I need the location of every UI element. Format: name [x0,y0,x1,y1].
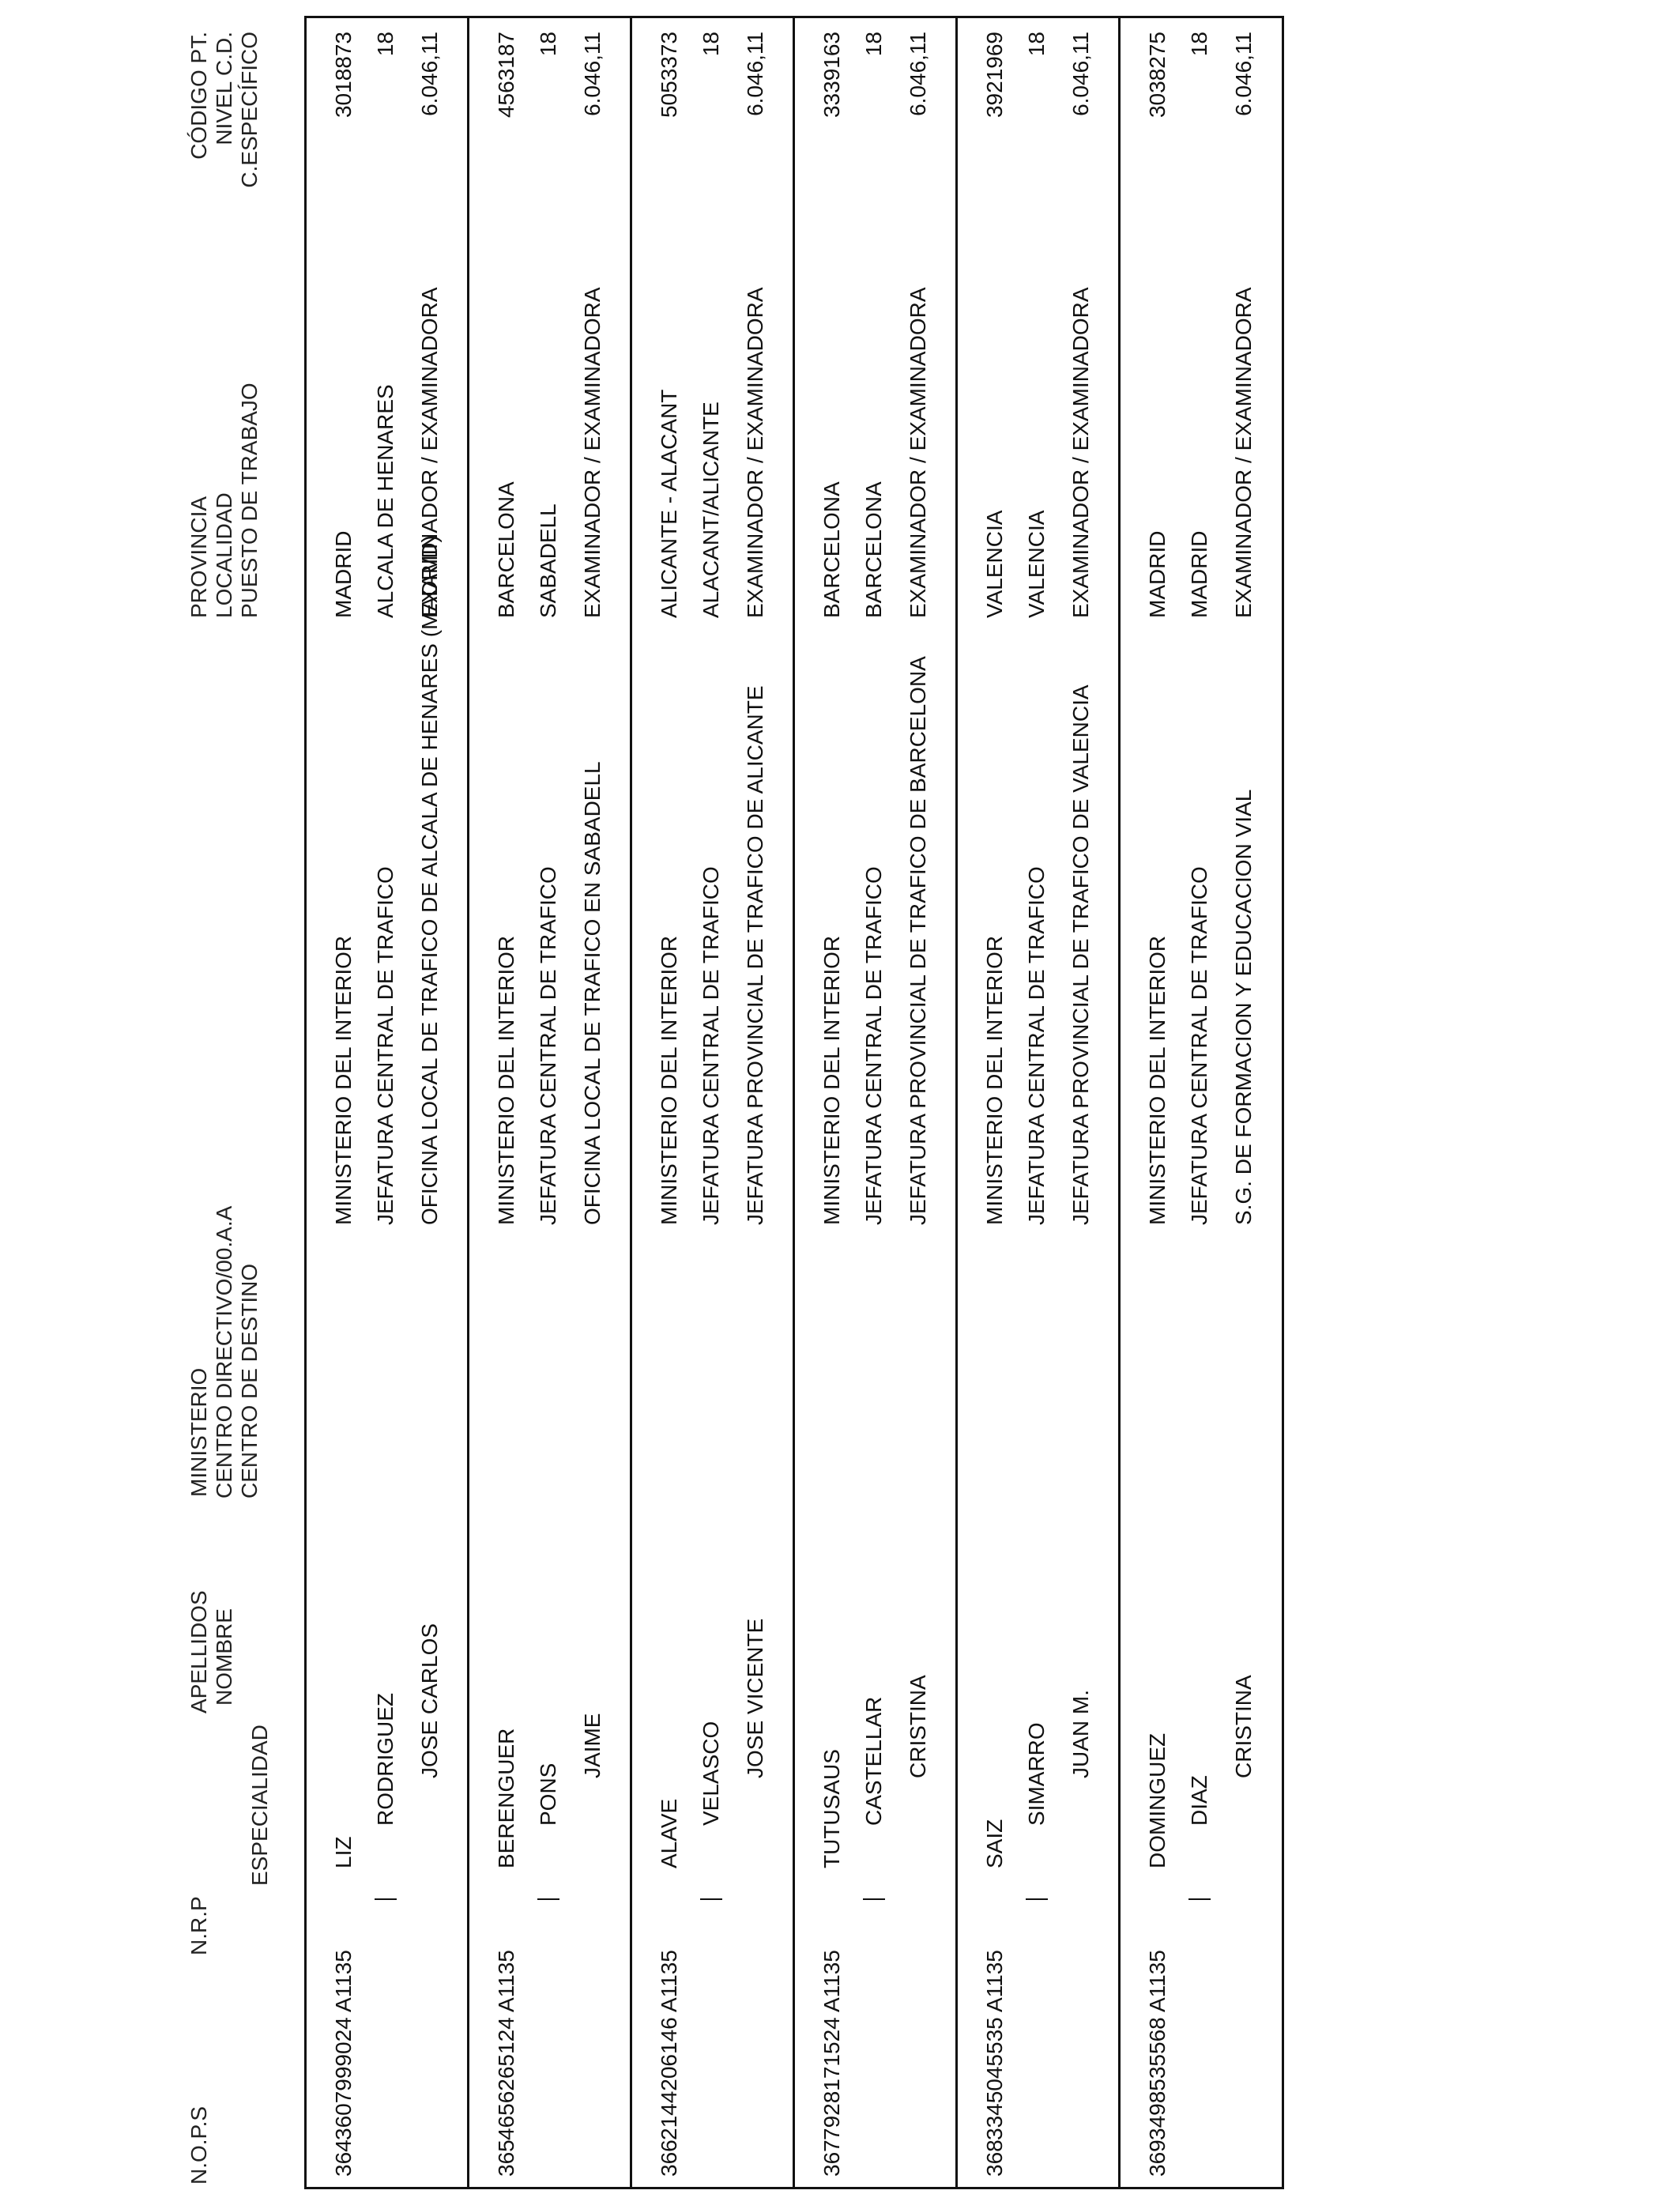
codigo-cell: 3038275 [1145,32,1170,119]
especifico-cell: 6.046,11 [1068,32,1093,116]
centro-directivo-cell: JEFATURA CENTRAL DE TRAFICO [861,866,886,1225]
nivel-cell: 18 [536,32,560,57]
header-nrp: N.R.P [186,1896,211,1955]
apellido2-cell: DIAZ [1187,1775,1211,1826]
puesto-cell: EXAMINADOR / EXAMINADORA [417,287,442,618]
provincia-cell: VALENCIA [982,510,1007,618]
especialidad-mark [863,1898,885,1900]
apellido2-cell: SIMARRO [1024,1722,1049,1826]
especifico-cell: 6.046,11 [906,32,930,116]
header-especifico: C.ESPECÍFICO [237,32,262,188]
especialidad-mark [1026,1898,1048,1900]
centro-destino-cell: OFICINA LOCAL DE TRAFICO EN SABADELL [580,761,605,1225]
apellido2-cell: RODRIGUEZ [373,1693,397,1826]
centro-directivo-cell: JEFATURA CENTRAL DE TRAFICO [1187,866,1211,1225]
centro-directivo-cell: JEFATURA CENTRAL DE TRAFICO [699,866,723,1225]
localidad-cell: SABADELL [536,503,560,618]
codigo-cell: 5053373 [657,32,681,119]
row-separator [955,16,958,2189]
row-separator [467,16,469,2189]
apellido1-cell: DOMINGUEZ [1145,1732,1170,1868]
ministerio-cell: MINISTERIO DEL INTERIOR [331,935,356,1225]
header-centro-destino: CENTRO DE DESTINO [237,1263,262,1498]
especialidad-mark [375,1898,397,1900]
nombre-cell: CRISTINA [1231,1675,1256,1778]
header-localidad: LOCALIDAD [212,492,236,618]
header-codigo: CÓDIGO PT. [186,32,211,160]
nivel-cell: 18 [861,32,886,57]
nops-cell: 369 [1145,2139,1170,2177]
centro-destino-cell: S.G. DE FORMACION Y EDUCACION VIAL [1231,789,1256,1225]
nombre-cell: JAIME [580,1713,605,1778]
apellido1-cell: LIZ [331,1836,356,1868]
apellido2-cell: CASTELLAR [861,1696,886,1826]
nops-cell: 366 [657,2139,681,2177]
codigo-cell: 3018873 [331,32,356,119]
header-ministerio: MINISTERIO [186,1367,211,1497]
provincia-cell: ALICANTE - ALACANT [657,389,681,618]
codigo-cell: 3339163 [819,32,844,119]
especialidad-mark [537,1898,559,1900]
apellido2-cell: PONS [536,1762,560,1826]
header-nombre: NOMBRE [212,1608,236,1706]
especifico-cell: 6.046,11 [743,32,767,116]
provincia-cell: BARCELONA [494,481,518,618]
header-puesto: PUESTO DE TRABAJO [237,383,262,618]
especifico-cell: 6.046,11 [580,32,605,116]
nrp-cell: 3498535568 A1135 [1145,1950,1170,2140]
apellido2-cell: VELASCO [699,1721,723,1826]
row-separator [1118,16,1121,2189]
row-separator [630,16,632,2189]
nivel-cell: 18 [699,32,723,57]
ministerio-cell: MINISTERIO DEL INTERIOR [982,935,1007,1225]
header-nivel: NIVEL C.D. [212,32,236,145]
nrp-cell: 3345045535 A1135 [982,1950,1007,2140]
apellido1-cell: TUTUSAUS [819,1749,844,1868]
nrp-cell: 4656265124 A1135 [494,1950,518,2140]
centro-destino-cell: JEFATURA PROVINCIAL DE TRAFICO DE VALENCIA [1068,684,1093,1225]
header-especialidad: ESPECIALIDAD [247,1725,272,1886]
localidad-cell: ALACANT/ALICANTE [699,401,723,618]
apellido1-cell: BERENGUER [494,1728,518,1868]
puesto-cell: EXAMINADOR / EXAMINADORA [1231,287,1256,618]
puesto-cell: EXAMINADOR / EXAMINADORA [743,287,767,618]
ministerio-cell: MINISTERIO DEL INTERIOR [657,935,681,1225]
provincia-cell: BARCELONA [819,481,844,618]
apellido1-cell: SAIZ [982,1819,1007,1868]
header-provincia: PROVINCIA [186,496,211,618]
ministerio-cell: MINISTERIO DEL INTERIOR [494,935,518,1225]
especifico-cell: 6.046,11 [417,32,442,116]
codigo-cell: 3921969 [982,32,1007,119]
nops-cell: 364 [331,2139,356,2177]
nombre-cell: JUAN M. [1068,1690,1093,1778]
nivel-cell: 18 [1024,32,1049,57]
nivel-cell: 18 [1187,32,1211,57]
nombre-cell: JOSE CARLOS [417,1623,442,1778]
centro-directivo-cell: JEFATURA CENTRAL DE TRAFICO [536,866,560,1225]
puesto-cell: EXAMINADOR / EXAMINADORA [580,287,605,618]
centro-destino-cell: JEFATURA PROVINCIAL DE TRAFICO DE BARCELONA [906,656,930,1225]
localidad-cell: BARCELONA [861,481,886,618]
centro-directivo-cell: JEFATURA CENTRAL DE TRAFICO [1024,866,1049,1225]
especialidad-mark [1188,1898,1211,1900]
codigo-cell: 4563187 [494,32,518,119]
ministerio-cell: MINISTERIO DEL INTERIOR [819,935,844,1225]
nops-cell: 367 [819,2139,844,2177]
centro-directivo-cell: JEFATURA CENTRAL DE TRAFICO [373,866,397,1225]
row-separator [793,16,795,2189]
provincia-cell: MADRID [1145,530,1170,618]
puesto-cell: EXAMINADOR / EXAMINADORA [1068,287,1093,618]
localidad-cell: ALCALA DE HENARES [373,384,397,618]
header-apellidos: APELLIDOS [186,1590,211,1713]
header-centro-directivo: CENTRO DIRECTIVO/00.A.A [212,1205,236,1498]
nivel-cell: 18 [373,32,397,57]
especialidad-mark [700,1898,722,1900]
apellido1-cell: ALAVE [657,1798,681,1868]
localidad-cell: MADRID [1187,530,1211,618]
nombre-cell: JOSE VICENTE [743,1618,767,1778]
centro-destino-cell: OFICINA LOCAL DE TRAFICO DE ALCALA DE HENARES (MADRID) [417,535,442,1225]
especifico-cell: 6.046,11 [1231,32,1256,116]
centro-destino-cell: JEFATURA PROVINCIAL DE TRAFICO DE ALICANTE [743,685,767,1225]
provincia-cell: MADRID [331,530,356,618]
ministerio-cell: MINISTERIO DEL INTERIOR [1145,935,1170,1225]
nops-cell: 368 [982,2139,1007,2177]
nombre-cell: CRISTINA [906,1675,930,1778]
nrp-cell: 3607999024 A1135 [331,1950,356,2140]
header-nops: N.O.P.S [186,2105,211,2185]
nrp-cell: 2144206146 A1135 [657,1950,681,2140]
puesto-cell: EXAMINADOR / EXAMINADORA [906,287,930,618]
localidad-cell: VALENCIA [1024,510,1049,618]
nops-cell: 365 [494,2139,518,2177]
nrp-cell: 7928171524 A1135 [819,1950,844,2140]
